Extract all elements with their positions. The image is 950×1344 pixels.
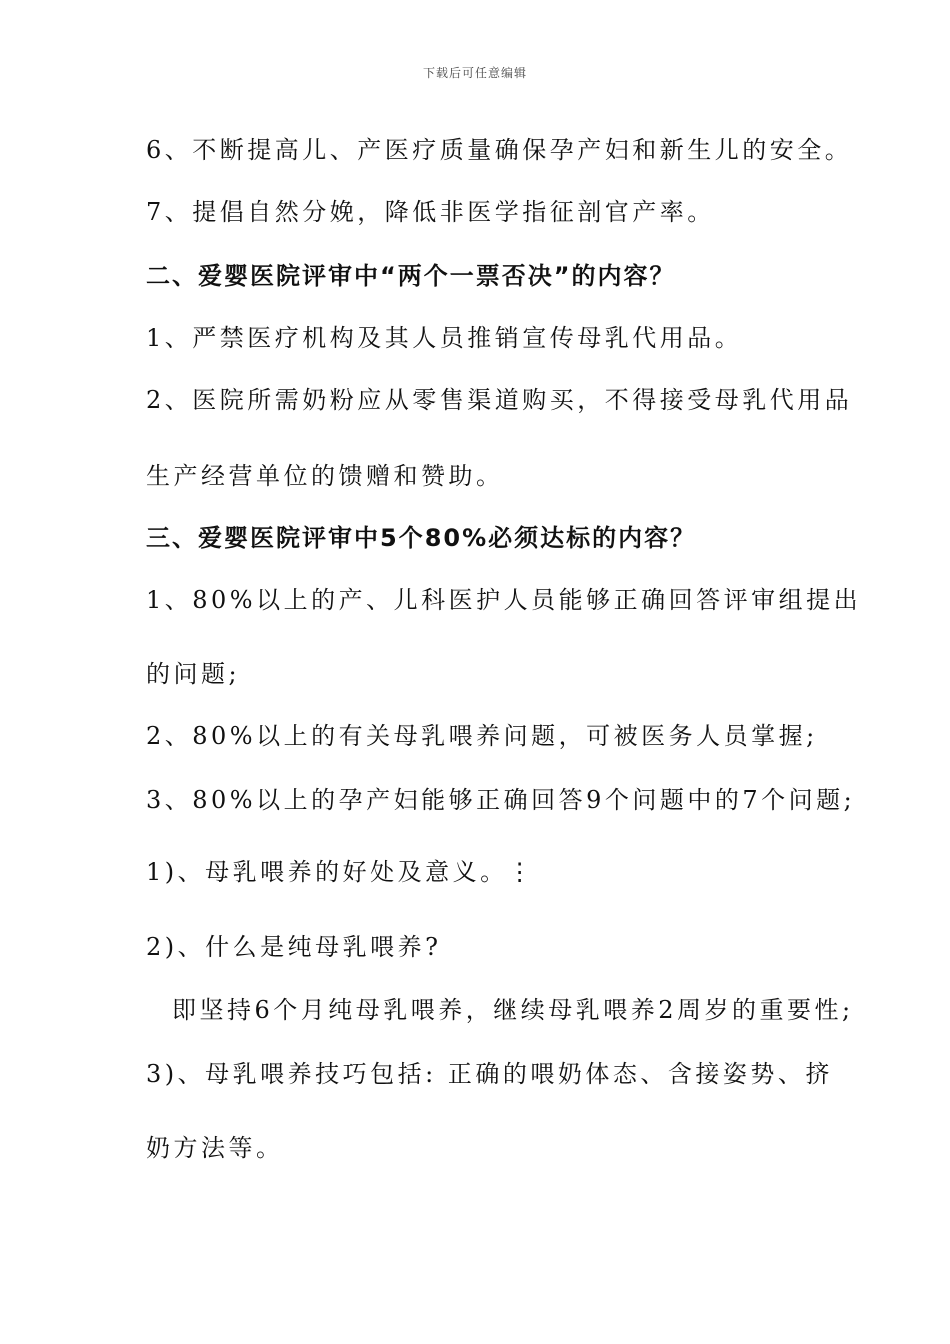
paragraph-item-2-2: 2、医院所需奶粉应从零售渠道购买，不得接受母乳代用品 [146, 386, 853, 414]
sub-item-3: 3)、母乳喂养技巧包括: 正确的喂奶体态、含接姿势、挤 [146, 1060, 833, 1088]
sub-item-2: 2)、什么是纯母乳喂养? [146, 933, 442, 961]
paragraph-item-7: 7、提倡自然分娩，降低非医学指征剖官产率。 [146, 198, 715, 226]
paragraph-item-2-1: 1、严禁医疗机构及其人员推销宣传母乳代用品。 [146, 324, 743, 352]
paragraph-item-3-2: 2、80%以上的有关母乳喂养问题，可被医务人员掌握; [146, 722, 818, 750]
paragraph-item-3-1-cont: 的问题; [146, 660, 241, 688]
sub-item-2-detail: 即坚持6个月纯母乳喂养，继续母乳喂养2周岁的重要性; [172, 996, 854, 1024]
sub-item-3-cont: 奶方法等。 [146, 1134, 284, 1162]
section-heading-2: 二、爱婴医院评审中“两个一票否决”的内容？ [146, 262, 676, 290]
page-header: 下载后可任意编辑 [422, 66, 527, 80]
paragraph-item-3-3: 3、80%以上的孕产妇能够正确回答9个问题中的7个问题; [146, 786, 856, 814]
sub-item-1: 1)、母乳喂养的好处及意义。⋮ [146, 858, 536, 886]
paragraph-item-2-2-cont: 生产经营单位的馈赠和赞助。 [146, 462, 504, 490]
section-heading-3: 三、爱婴医院评审中5个80%必须达标的内容？ [146, 524, 697, 552]
paragraph-item-6: 6、不断提高儿、产医疗质量确保孕产妇和新生儿的安全。 [146, 136, 853, 164]
paragraph-item-3-1: 1、80%以上的产、儿科医护人员能够正确回答评审组提出 [146, 586, 862, 614]
